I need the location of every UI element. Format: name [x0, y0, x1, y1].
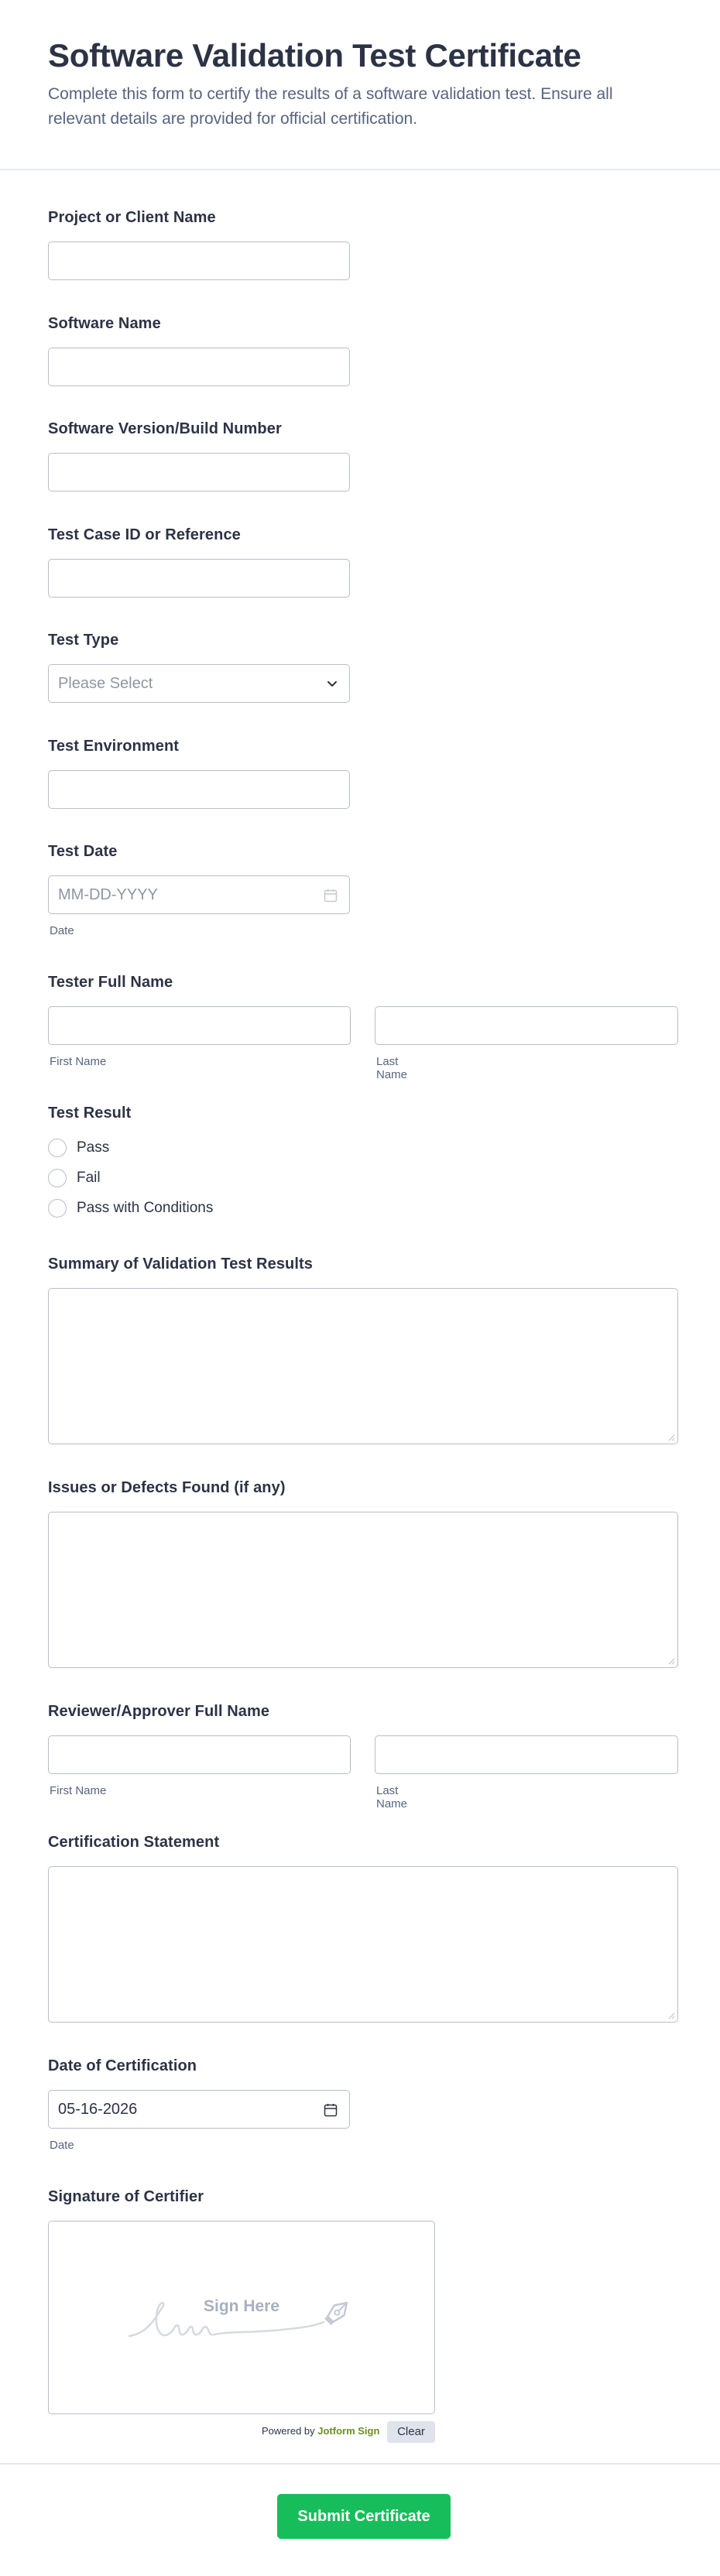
- tester-name-field: [48, 974, 408, 1081]
- test-date-label: Test Date: [48, 843, 118, 860]
- test-result-field: [48, 1105, 214, 1216]
- software-name-field: [48, 315, 161, 333]
- test-environment-field: [48, 738, 179, 755]
- test-type-field: [48, 632, 153, 692]
- summary-field: [48, 1255, 313, 1273]
- radio-label[interactable]: Pass: [77, 1139, 110, 1156]
- software-version-label: Software Version/Build Number: [48, 420, 282, 437]
- powered-by-brand: Jotform Sign: [317, 2425, 380, 2437]
- tester-last-name-sublabel: Last Name: [376, 1055, 408, 1081]
- test-type-placeholder: Please Select: [58, 675, 153, 692]
- resize-grip-icon[interactable]: [667, 2012, 675, 2019]
- reviewer-last-name-sublabel: Last Name: [376, 1784, 408, 1810]
- issues-field: [48, 1479, 286, 1497]
- signature-label: Signature of Certifier: [48, 2188, 204, 2205]
- summary-label: Summary of Validation Test Results: [48, 1255, 314, 1273]
- chevron-down-icon: [326, 677, 338, 690]
- certification-statement-label: Certification Statement: [48, 1834, 220, 1851]
- powered-by-text: [262, 2425, 379, 2437]
- tester-name-label: Tester Full Name: [48, 974, 173, 991]
- signature-field: [48, 2188, 425, 2438]
- calendar-icon[interactable]: [323, 2102, 338, 2118]
- tester-first-name-sublabel: First Name: [50, 1055, 107, 1068]
- resize-grip-icon[interactable]: [667, 1657, 675, 1665]
- signature-clear-button[interactable]: Clear: [387, 2421, 435, 2443]
- certification-date-input[interactable]: [48, 2090, 350, 2129]
- issues-label: Issues or Defects Found (if any): [48, 1479, 286, 1496]
- project-name-input[interactable]: [48, 242, 350, 280]
- software-name-label: Software Name: [48, 315, 161, 332]
- test-environment-input[interactable]: [48, 770, 350, 809]
- signature-pad[interactable]: [48, 2221, 435, 2414]
- radio-label[interactable]: Pass with Conditions: [77, 1200, 214, 1216]
- form-title: Software Validation Test Certificate: [48, 37, 581, 74]
- pen-nib-icon: [321, 2296, 354, 2328]
- test-date-input[interactable]: [48, 875, 350, 914]
- form-description: Complete this form to certify the results of a software validation test. Ensure all relevant details are provided for official certification.: [48, 85, 613, 128]
- reviewer-name-label: Reviewer/Approver Full Name: [48, 1703, 270, 1720]
- summary-textarea[interactable]: [48, 1288, 678, 1444]
- test-environment-label: Test Environment: [48, 738, 180, 755]
- test-result-label: Test Result: [48, 1105, 132, 1122]
- radio-label[interactable]: Fail: [77, 1170, 101, 1186]
- resize-grip-icon[interactable]: [667, 1434, 675, 1441]
- reviewer-first-name-input[interactable]: [48, 1735, 351, 1774]
- reviewer-name-field: [48, 1703, 408, 1810]
- certification-date-label: Date of Certification: [48, 2057, 197, 2074]
- certification-statement-field: [48, 1834, 219, 1852]
- test-type-label: Test Type: [48, 632, 119, 649]
- certification-statement-textarea[interactable]: [48, 1866, 678, 2023]
- reviewer-last-name-input[interactable]: [375, 1735, 678, 1774]
- software-version-field: [48, 420, 282, 438]
- test-date-field: [48, 843, 158, 937]
- powered-by-prefix: Powered by: [262, 2425, 318, 2437]
- reviewer-first-name-sublabel: First Name: [50, 1784, 107, 1797]
- project-name-label: Project or Client Name: [48, 209, 216, 226]
- tester-last-name-input[interactable]: [375, 1006, 678, 1045]
- form-header: [0, 0, 720, 170]
- test-case-id-field: [48, 526, 241, 544]
- calendar-icon[interactable]: [323, 888, 338, 903]
- radio-button[interactable]: [48, 1169, 67, 1187]
- software-name-input[interactable]: [48, 348, 350, 386]
- project-name-field: [48, 209, 216, 227]
- certification-date-value: 05-16-2026: [58, 2101, 138, 2118]
- test-case-id-label: Test Case ID or Reference: [48, 526, 241, 543]
- radio-button[interactable]: [48, 1199, 67, 1218]
- submit-button[interactable]: Submit Certificate: [277, 2494, 451, 2539]
- test-type-select[interactable]: [48, 664, 350, 703]
- certification-date-sublabel: Date: [50, 2139, 74, 2152]
- sign-here-text: Sign Here: [204, 2297, 280, 2315]
- test-date-sublabel: Date: [50, 924, 74, 937]
- certification-date-field: [48, 2057, 197, 2152]
- test-date-placeholder: MM-DD-YYYY: [58, 886, 158, 903]
- tester-first-name-input[interactable]: [48, 1006, 351, 1045]
- issues-textarea[interactable]: [48, 1512, 678, 1668]
- footer-divider: [0, 2463, 720, 2465]
- radio-button[interactable]: [48, 1139, 67, 1157]
- test-case-id-input[interactable]: [48, 559, 350, 598]
- software-version-input[interactable]: [48, 453, 350, 492]
